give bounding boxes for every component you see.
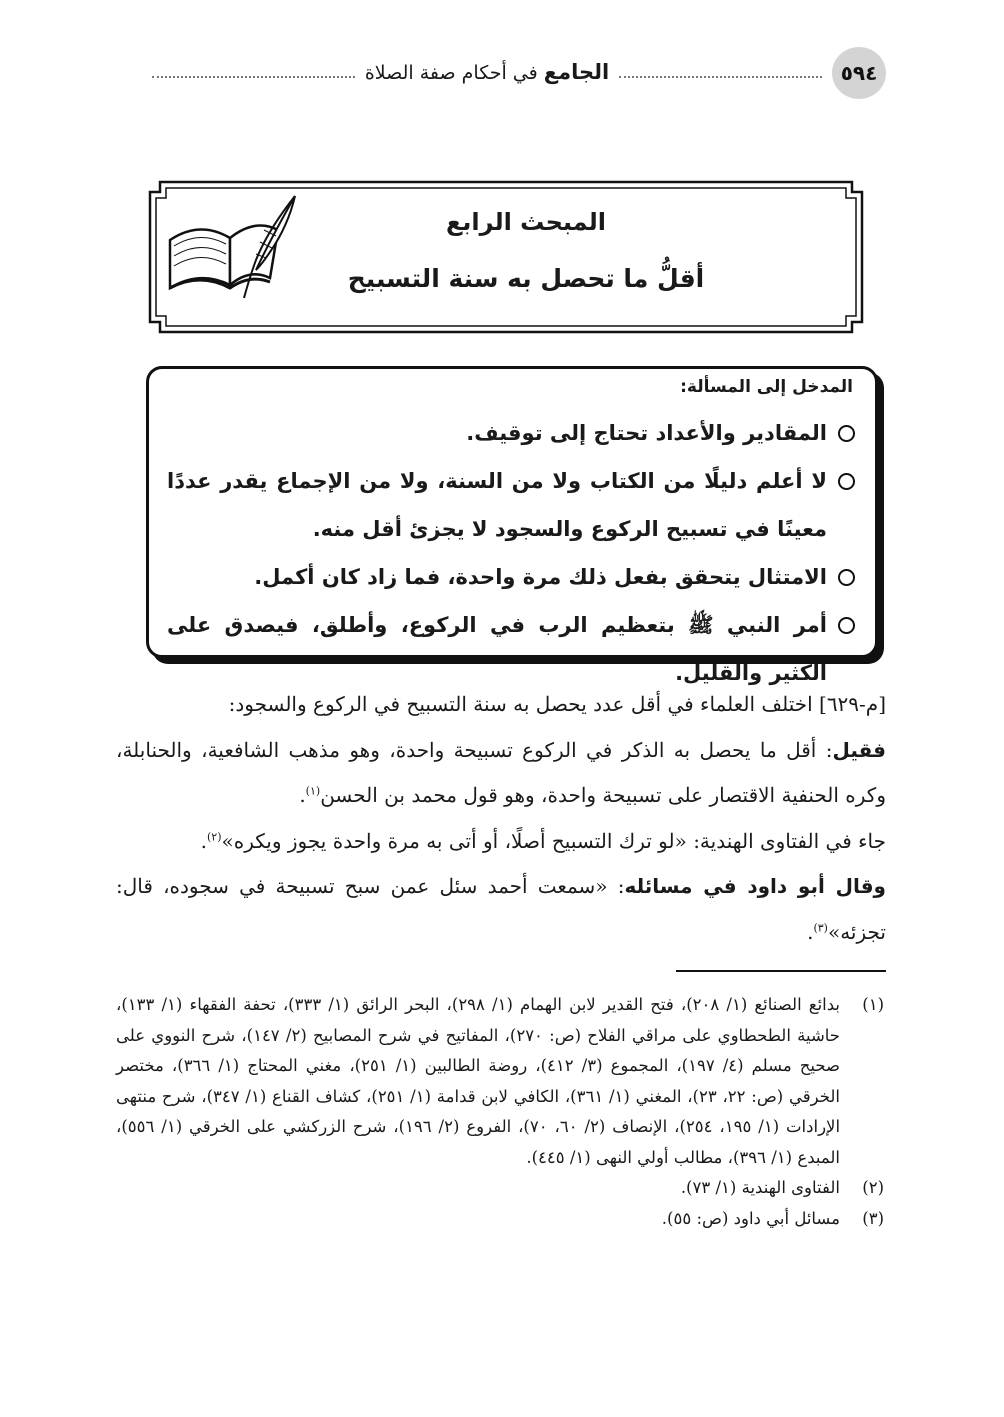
footnotes xyxy=(116,990,886,1234)
book-title xyxy=(365,60,609,84)
footnote xyxy=(116,990,886,1173)
footnote xyxy=(116,1204,886,1235)
list-item xyxy=(167,553,855,601)
page-number: ٥٩٤ xyxy=(832,47,886,99)
paragraph-4-end: . xyxy=(807,919,814,944)
footnote-ref-2[interactable]: (٢) xyxy=(207,829,222,843)
circle-bullet-icon xyxy=(838,569,855,586)
intro-item-text: الامتثال يتحقق بفعل ذلك مرة واحدة، فما زاد كان أكمل. xyxy=(254,565,827,589)
footnote-text: الفتاوى الهندية (١/ ٧٣). xyxy=(680,1178,840,1197)
intro-item-text: أمر النبي ﷺ بتعظيم الرب في الركوع، وأطلق، فيصدق على الكثير والقليل. xyxy=(167,613,827,685)
body-text xyxy=(116,682,886,955)
footnote-number: (٢) xyxy=(862,1178,884,1197)
book-and-quill-icon xyxy=(160,190,300,310)
circle-bullet-icon xyxy=(838,425,855,442)
paragraph-2-text: : أقل ما يحصل به الذكر في الركوع تسبيحة واحدة، وهو مذهب الشافعية، والحنابلة، وكره الحنفية الاقتصار على تسبيحة واحدة، وهو قول محمد بن الحسن xyxy=(116,737,886,807)
chapter-title: المبحث الرابع xyxy=(446,208,606,236)
paragraph-2 xyxy=(116,728,886,819)
dotted-leader-right xyxy=(619,76,822,78)
footnote-number: (١) xyxy=(862,995,884,1014)
paragraph-3-end: . xyxy=(200,828,207,853)
dotted-leader-left xyxy=(152,76,355,78)
footnote-number: (٣) xyxy=(862,1208,884,1228)
intro-heading: المدخل إلى المسألة: xyxy=(680,377,853,397)
book-title-rest: في أحكام صفة الصلاة xyxy=(364,62,538,84)
intro-list xyxy=(167,409,855,697)
footnote-ref-1[interactable]: (١) xyxy=(305,784,321,798)
intro-item-text: المقادير والأعداد تحتاج إلى توقيف. xyxy=(466,421,827,445)
paragraph-4 xyxy=(116,864,886,955)
circle-bullet-icon xyxy=(838,617,855,634)
list-item xyxy=(167,457,855,553)
paragraph-4-text: : «سمعت أحمد سئل عمن سبح تسبيحة في سجوده، قال: تجزئه» xyxy=(116,874,886,944)
list-item xyxy=(167,409,855,457)
footnote-ref-3[interactable]: (٣) xyxy=(813,920,828,934)
footnote-text: بدائع الصنائع (١/ ٢٠٨)، فتح القدير لابن الهمام (١/ ٢٩٨)، البحر الرائق (١/ ٣٣٣)، تحفة الفقهاء (١/ ١٣٣)، حاشية الطحطاوي على مراقي الفلاح (ص: ٢٧٠)، المفاتيح في شرح المصابيح (٢/ ١٤٧)، شرح النووي على صحيح مسلم (٤/ ١٩٧)، المجموع (٣/ ٤١٢)، روضة الطالبين (١/ ٢٥١)، مغني المحتاج (١/ ٣٦٦)، مختصر الخرقي (ص: ٢٢، ٢٣)، المغني (١/ ٣٦١)، الكافي لابن قدامة (١/ ٢٥١)، كشاف القناع (١/ ٣٤٧)، شرح منتهى الإرادات (١/ ١٩٥، ٢٥٤)، الإنصاف (٢/ ٦٠، ٧٠)، الفروع (٢/ ١٩٦)، شرح الزركشي على الخرقي (١/ ٥٥٦)، المبدع (١/ ٣٩٦)، مطالب أولي النهى (١/ ٤٤٥). xyxy=(116,995,841,1167)
paragraph-4-lead: وقال أبو داود في مسائله xyxy=(624,874,886,898)
book-title-bold: الجامع xyxy=(543,60,610,84)
footnote-divider xyxy=(676,970,886,972)
running-head xyxy=(152,54,822,90)
footnote-text: مسائل أبي داود (ص: ٥٥). xyxy=(661,1208,840,1228)
intro-box xyxy=(146,366,878,685)
paragraph-1: [م-٦٢٩] اختلف العلماء في أقل عدد يحصل به سنة التسبيح في الركوع والسجود: xyxy=(228,692,886,716)
chapter-subtitle: أقلُّ ما تحصل به سنة التسبيح xyxy=(347,264,705,293)
intro-item-text: لا أعلم دليلًا من الكتاب ولا من السنة، ولا من الإجماع يقدر عددًا معينًا في تسبيح الركوع والسجود لا يجزئ أقل منه. xyxy=(167,469,827,541)
paragraph-2-lead: فقيل xyxy=(832,737,886,762)
paragraph-3-text: جاء في الفتاوى الهندية: «لو ترك التسبيح أصلًا، أو أتى به مرة واحدة يجوز ويكره» xyxy=(221,828,886,853)
chapter-frame xyxy=(146,178,866,336)
footnote xyxy=(116,1173,886,1204)
paragraph-3 xyxy=(116,819,886,865)
circle-bullet-icon xyxy=(838,473,855,490)
paragraph-2-end: . xyxy=(299,783,306,807)
